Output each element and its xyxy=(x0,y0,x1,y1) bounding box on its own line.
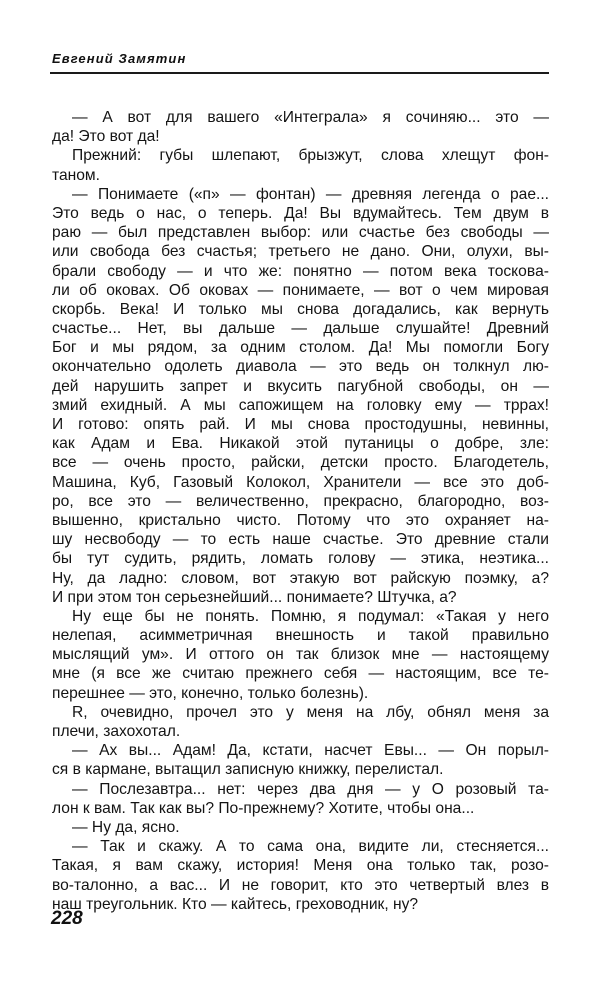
header-rule xyxy=(50,72,549,74)
page-number: 228 xyxy=(51,908,83,929)
text-line: Прежний: губы шлепают, брызжут, слова хлещут фон- xyxy=(72,147,549,165)
text-line: Ну, да ладно: словом, вот этакую вот райскую поэмку, а? xyxy=(52,569,549,587)
text-line: бы тут судить, рядить, ломать голову — этика, неэтика... xyxy=(52,550,549,568)
text-line: Ну еще бы не понять. Помню, я подумал: «Такая у него xyxy=(72,607,549,625)
text-line: перешнее — это, конечно, только болезнь). xyxy=(52,684,369,702)
text-line: раю — был представлен выбор: или счастье без свободы — xyxy=(52,224,549,242)
text-line: вышенно, кристально чисто. Потому что это охраняет на- xyxy=(52,511,549,529)
text-line: плечи, захохотал. xyxy=(52,723,181,740)
text-line: наш треугольник. Кто — кайтесь, греховодник, ну? xyxy=(52,895,419,913)
text-line: — А вот для вашего «Интеграла» я сочиняю... это — xyxy=(72,109,549,126)
text-line: дей нарушить запрет и вкусить пагубной свободы, он — xyxy=(52,377,549,395)
text-line: брали свободу — и что же: понятно — потом века тосковa- xyxy=(52,262,549,280)
text-line: змий ехидный. А мы сапожищем на головку ему — тррах! xyxy=(52,396,549,414)
text-line: ро, все это — величественно, прекрасно, благородно, воз- xyxy=(52,492,549,510)
text-line: И при этом тон серьезнейший... понимаете? Штучка, а? xyxy=(52,588,457,606)
text-line: Бог и мы рядом, за одним столом. Да! Мы помогли Богу xyxy=(52,339,549,357)
text-line: или свобода без счастья; третьего не дано. Они, олухи, вы- xyxy=(52,243,549,261)
text-line: — Понимаете («п» — фонтан) — древняя легенда о рае... xyxy=(72,185,549,203)
text-line: R, очевидно, прочел это у меня на лбу, обнял меня за xyxy=(72,703,549,721)
text-line: нелепая, асимметричная внешность и такой правильно xyxy=(52,627,549,645)
text-line: мыслящий ум». И оттого он так близок мне — настоящему xyxy=(52,646,549,664)
text-line: — Ах вы... Адам! Да, кстати, насчет Евы... — Он порыл- xyxy=(72,742,549,760)
text-line: скорбь. Века! И только мы снова догадались, как вернуть xyxy=(52,300,549,318)
text-line: — Так и скажу. А то сама она, видите ли, стесняется... xyxy=(72,838,549,856)
text-line: счастье... Нет, вы дальше — дальше слушайте! Древний xyxy=(52,320,549,338)
text-line: шу несвободу — то есть наше счастье. Это древние стали xyxy=(52,531,549,549)
text-line: — Послезавтра... нет: через два дня — у О розовый та- xyxy=(72,780,549,798)
running-head-author: Евгений Замятин xyxy=(52,51,187,66)
text-line: лон к вам. Так как вы? По-прежнему? Хотите, чтобы она... xyxy=(52,799,475,817)
text-line: Машина, Куб, Газовый Колокол, Хранители — все это доб- xyxy=(52,473,549,491)
text-line: ся в кармане, вытащил записную книжку, перелистал. xyxy=(52,761,444,779)
text-line: Такая, я вам скажу, история! Меня она только так, розо- xyxy=(52,857,549,875)
text-line: как Адам и Ева. Никакой этой путаницы о добре, зле: xyxy=(52,435,549,453)
text-line: окончательно одолеть диавола — это ведь он толкнул лю- xyxy=(52,358,549,376)
text-line: И готово: опять рай. И мы снова простодушны, невинны, xyxy=(52,416,549,433)
text-line: во-талонно, а вас... И не говорит, кто это четвертый влез в xyxy=(52,876,549,894)
text-line: таном. xyxy=(52,166,100,184)
text-line: мне (я все же считаю прежнего себя — настоящим, все те- xyxy=(52,665,549,683)
text-line: Это ведь о нас, о теперь. Да! Вы вдумайтесь. Тем двум в xyxy=(52,204,549,222)
text-line: все — очень просто, райски, детски просто. Благодетель, xyxy=(52,454,549,472)
text-line: — Ну да, ясно. xyxy=(72,818,180,836)
body-text xyxy=(52,108,549,914)
text-line: ли об оковах. Об оковах — понимаете, — вот о чем мировая xyxy=(52,281,549,299)
text-line: да! Это вот да! xyxy=(52,128,160,146)
